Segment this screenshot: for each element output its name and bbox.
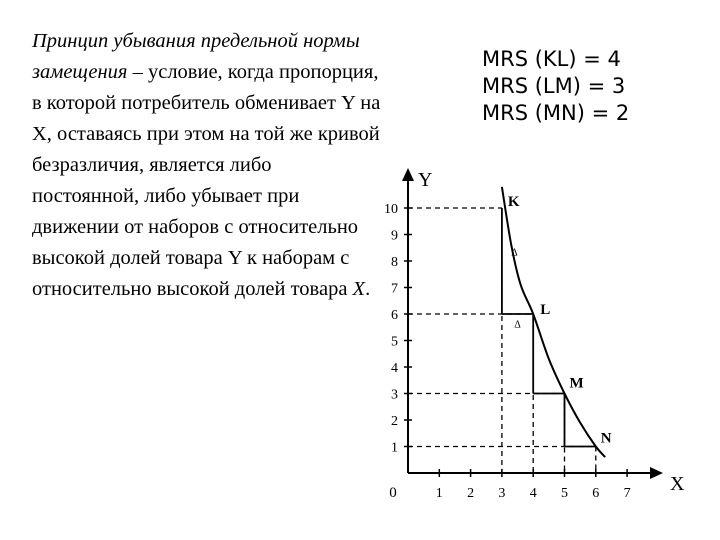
y-tick-label: 9: [391, 228, 398, 244]
mrs-lm: MRS (LM) = 3: [482, 74, 626, 98]
x-tick-label: 4: [529, 486, 537, 501]
y-axis-arrow: [402, 168, 414, 181]
mrs-kl: MRS (KL) = 4: [482, 47, 621, 71]
x-axis-label: X: [670, 473, 685, 495]
principle-final: .: [365, 278, 371, 300]
delta-label: Δ: [514, 319, 521, 331]
point-label-m: M: [569, 375, 584, 392]
point-label-n: N: [600, 430, 612, 447]
y-tick-label: 5: [391, 334, 398, 350]
principle-last-italic: X: [352, 278, 366, 300]
delta-label: Δ: [511, 247, 518, 259]
point-label-l: L: [540, 302, 551, 318]
y-tick-label: 4: [391, 361, 398, 376]
y-tick-label: 6: [391, 308, 398, 323]
principle-title: Принцип убывания предельной нормы замещения: [32, 30, 360, 83]
x-tick-label: 5: [561, 486, 568, 501]
origin-label: 0: [389, 485, 397, 501]
y-axis-label: Y: [418, 169, 433, 191]
point-label-k: K: [507, 194, 520, 210]
y-tick-label: 2: [391, 414, 398, 429]
x-tick-label: 7: [623, 486, 631, 501]
y-tick-label: 7: [391, 281, 398, 297]
x-tick-label: 1: [435, 486, 443, 501]
principle-body: – условие, когда пропорция, в которой потребитель обменивает Y на X, оставаясь при этом на той же кривой безразличия, является либо постоянной, либо убывает при движении от наборов с относительно высокой долей товара Y к наборам с относительно высокой долей товара: [32, 61, 381, 300]
mrs-mn: MRS (MN) = 2: [482, 101, 630, 125]
y-tick-label: 10: [384, 202, 398, 217]
x-tick-label: 3: [498, 486, 506, 501]
x-axis-arrow: [650, 467, 663, 479]
y-tick-label: 1: [391, 440, 398, 456]
y-tick-label: 8: [391, 255, 398, 270]
x-tick-label: 2: [467, 486, 475, 501]
y-tick-label: 3: [391, 387, 398, 403]
x-tick-label: 6: [592, 486, 600, 501]
